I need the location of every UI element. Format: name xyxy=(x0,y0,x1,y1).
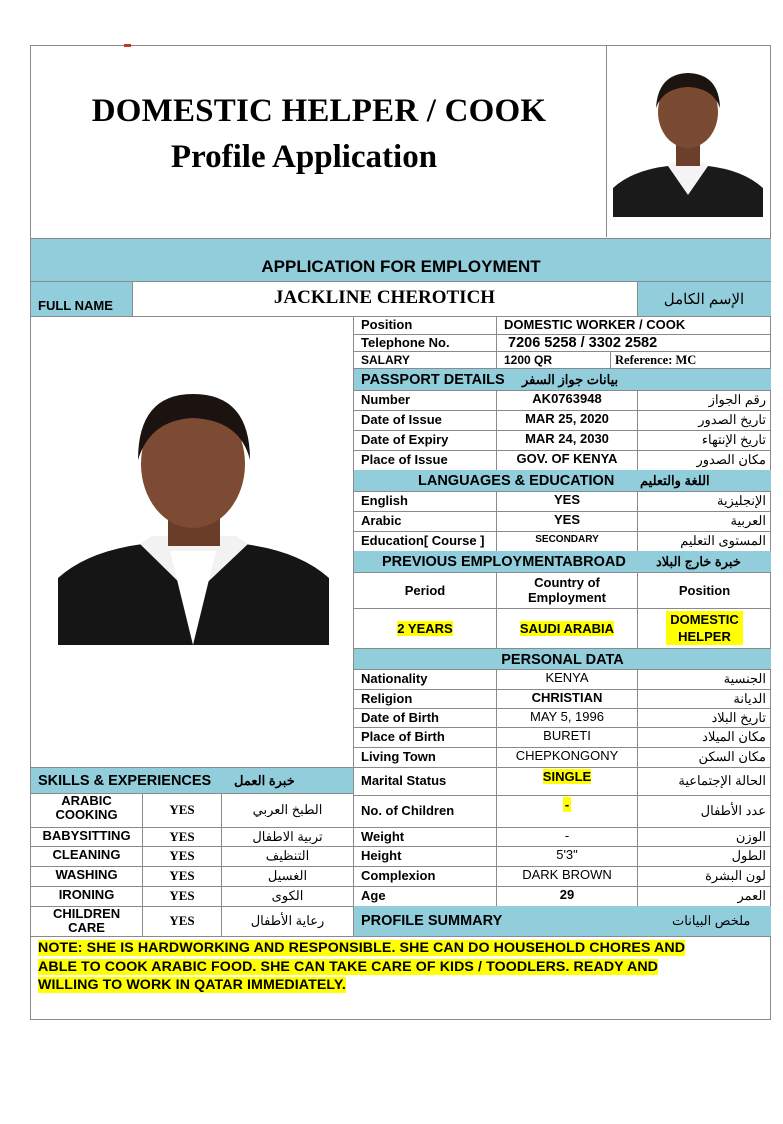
personal-row-label-ar: تاريخ البلاد xyxy=(711,709,766,725)
skills-heading-ar: خبرة العمل xyxy=(234,773,295,788)
languages-row-label-ar: المستوى التعليم xyxy=(680,533,766,548)
salary-label: SALARY xyxy=(361,353,410,367)
skill-name: BABYSITTING xyxy=(42,827,131,843)
passport-row-value: MAR 24, 2030 xyxy=(525,431,609,446)
personal-row-value: 29 xyxy=(559,887,575,902)
page-subtitle: Profile Application xyxy=(170,139,438,175)
divider xyxy=(637,511,638,531)
languages-row-label: Arabic xyxy=(361,513,402,528)
full-name-label-ar: الإسم الكامل xyxy=(663,291,745,308)
divider xyxy=(496,669,497,689)
col-country: Country of Employment xyxy=(527,575,606,605)
personal-row-value-cell xyxy=(497,768,637,786)
divider xyxy=(496,390,497,410)
applicant-photo-small xyxy=(613,70,763,217)
divider xyxy=(496,795,497,827)
skill-value: YES xyxy=(169,868,195,883)
passport-row-value: GOV. OF KENYA xyxy=(516,451,618,466)
skill-name-ar: الغسيل xyxy=(267,868,308,883)
passport-row-label: Date of Issue xyxy=(361,412,442,427)
skill-value: YES xyxy=(169,888,195,903)
divider xyxy=(496,886,497,906)
personal-row-label-ar: الحالة الإجتماعية xyxy=(678,773,766,788)
personal-row-label: Complexion xyxy=(361,868,436,883)
skill-name-ar: تربية الاطفال xyxy=(252,828,323,844)
personal-row-label: Weight xyxy=(361,828,405,844)
personal-row-label-ar: الوزن xyxy=(735,828,766,844)
divider xyxy=(637,669,638,689)
languages-heading: LANGUAGES & EDUCATION xyxy=(418,473,615,489)
languages-row-label-ar: العربية xyxy=(730,513,766,528)
personal-row-label: No. of Children xyxy=(361,803,455,818)
divider xyxy=(637,747,638,767)
divider xyxy=(496,531,497,551)
prev-position-cell xyxy=(666,611,743,645)
period-cell xyxy=(354,620,496,638)
skill-name-ar: الطبخ العربي xyxy=(252,802,323,817)
personal-row-value: CHEPKONGONY xyxy=(515,748,619,763)
col-position: Position xyxy=(678,583,731,598)
divider xyxy=(353,572,771,573)
languages-row-label-ar: الإنجليزية xyxy=(716,493,766,508)
skill-value: YES xyxy=(169,848,195,863)
summary-heading-ar: ملخص البيانات xyxy=(672,913,751,928)
personal-row-value: DARK BROWN xyxy=(522,867,612,882)
divider xyxy=(496,316,497,368)
personal-row-value: MAY 5, 1996 xyxy=(530,708,604,724)
period-value: 2 YEARS xyxy=(397,621,453,636)
note-line-1: NOTE: SHE IS HARDWORKING AND RESPONSIBLE. SHE CAN DO HOUSEHOLD CHORES AND xyxy=(38,940,686,956)
full-name-value: JACKLINE CHEROTICH xyxy=(273,287,496,308)
country-cell xyxy=(497,620,637,638)
languages-heading-ar: اللغة والتعليم xyxy=(640,473,710,488)
skill-value: YES xyxy=(169,828,195,844)
passport-heading-ar: بيانات جواز السفر xyxy=(522,372,619,387)
divider xyxy=(496,430,497,450)
passport-row-label: Place of Issue xyxy=(361,452,448,467)
personal-row-label-ar: الجنسية xyxy=(723,671,766,686)
divider xyxy=(637,531,638,551)
divider xyxy=(637,708,638,727)
personal-row-value: - xyxy=(564,797,570,812)
divider xyxy=(637,727,638,747)
divider xyxy=(610,351,611,368)
salary-value: 1200 QR xyxy=(504,353,553,367)
divider xyxy=(637,795,638,827)
personal-row-label-ar: الطول xyxy=(731,848,766,863)
col-period: Period xyxy=(404,583,446,598)
personal-row-label-ar: العمر xyxy=(737,888,766,903)
passport-row-label: Number xyxy=(361,392,411,407)
employment-banner-title: APPLICATION FOR EMPLOYMENT xyxy=(261,257,541,276)
personal-row-value: SINGLE xyxy=(542,769,592,784)
skill-name: CLEANING xyxy=(52,847,121,862)
divider xyxy=(496,450,497,470)
full-name-label: FULL NAME xyxy=(38,298,113,313)
divider xyxy=(31,767,353,768)
passport-row-value: AK0763948 xyxy=(532,391,602,406)
divider xyxy=(637,450,638,470)
personal-row-value: KENYA xyxy=(545,670,589,685)
personal-row-value-cell xyxy=(497,796,637,814)
divider xyxy=(496,827,497,846)
divider xyxy=(637,410,638,430)
prev-employment-heading: PREVIOUS EMPLOYMENTABROAD xyxy=(382,554,626,570)
personal-row-label-ar: الديانة xyxy=(733,690,766,706)
reference: Reference: MC xyxy=(615,353,697,367)
prev-employment-heading-ar: خبرة خارج البلاد xyxy=(656,554,741,569)
note-line-3: WILLING TO WORK IN QATAR IMMEDIATELY. xyxy=(38,977,346,993)
personal-row-label: Age xyxy=(361,888,386,903)
divider xyxy=(637,827,638,846)
divider xyxy=(637,390,638,410)
languages-row-value: SECONDARY xyxy=(535,534,599,545)
passport-row-value: MAR 25, 2020 xyxy=(525,411,609,426)
skills-heading: SKILLS & EXPERIENCES xyxy=(38,773,212,789)
divider xyxy=(496,727,497,747)
position-label: Position xyxy=(361,317,413,332)
personal-row-label-ar: مكان السكن xyxy=(698,749,766,764)
personal-row-label: Nationality xyxy=(361,671,428,686)
personal-row-value: CHRISTIAN xyxy=(531,689,603,705)
personal-row-value: BURETI xyxy=(543,728,591,743)
divider xyxy=(353,351,771,352)
divider xyxy=(637,886,638,906)
passport-row-label-ar: مكان الصدور xyxy=(696,452,766,467)
divider xyxy=(637,767,638,795)
note-line-2: ABLE TO COOK ARABIC FOOD. SHE CAN TAKE CARE OF KIDS / TOODLERS. READY AND xyxy=(38,958,659,975)
applicant-photo xyxy=(58,386,329,645)
skill-value: YES xyxy=(169,913,195,928)
country-value: SAUDI ARABIA xyxy=(519,621,615,636)
divider xyxy=(637,430,638,450)
divider xyxy=(132,282,133,316)
divider xyxy=(637,866,638,886)
divider xyxy=(31,936,771,937)
personal-heading: PERSONAL DATA xyxy=(501,652,624,668)
page-title: DOMESTIC HELPER / COOK xyxy=(91,93,547,129)
position-value: DOMESTIC WORKER / COOK xyxy=(504,317,686,332)
passport-row-label-ar: تاريخ الإنتهاء xyxy=(701,432,766,447)
divider xyxy=(496,689,497,708)
skill-name: WASHING xyxy=(55,867,118,882)
skill-value: YES xyxy=(169,802,195,817)
passport-row-label: Date of Expiry xyxy=(361,432,449,447)
personal-row-label-ar: عدد الأطفال xyxy=(700,803,766,818)
prev-position-value: DOMESTIC HELPER xyxy=(666,611,743,645)
skill-name-ar: التنظيف xyxy=(265,848,310,863)
skill-name-ar: الكوى xyxy=(271,888,304,903)
profile-note xyxy=(38,939,766,995)
divider xyxy=(637,846,638,866)
divider xyxy=(496,846,497,866)
personal-row-label: Place of Birth xyxy=(361,729,445,744)
telephone-value: 7206 5258 / 3302 2582 xyxy=(508,335,658,351)
divider xyxy=(496,866,497,886)
personal-row-label: Marital Status xyxy=(361,773,447,788)
passport-row-label-ar: رقم الجواز xyxy=(708,392,766,407)
skill-name: CHILDREN CARE xyxy=(53,906,121,935)
divider xyxy=(496,767,497,795)
personal-row-label: Date of Birth xyxy=(361,709,439,725)
personal-row-label-ar: مكان الميلاد xyxy=(702,729,766,744)
personal-row-value: - xyxy=(564,827,570,843)
divider xyxy=(496,491,497,511)
personal-row-label: Living Town xyxy=(361,749,436,764)
telephone-label: Telephone No. xyxy=(361,335,450,350)
passport-row-label-ar: تاريخ الصدور xyxy=(698,412,766,427)
personal-row-value: 5'3" xyxy=(556,847,578,862)
skill-name: IRONING xyxy=(58,887,115,902)
personal-row-label: Height xyxy=(361,848,402,863)
passport-heading: PASSPORT DETAILS xyxy=(361,372,505,388)
divider xyxy=(496,511,497,531)
divider xyxy=(496,708,497,727)
divider xyxy=(496,410,497,430)
skill-name-ar: رعاية الأطفال xyxy=(250,913,325,928)
skill-name: ARABIC COOKING xyxy=(55,793,118,822)
divider xyxy=(496,747,497,767)
divider xyxy=(637,689,638,708)
languages-row-label: English xyxy=(361,493,408,508)
personal-row-label: Religion xyxy=(361,690,413,706)
languages-row-label: Education[ Course ] xyxy=(361,533,485,548)
summary-heading: PROFILE SUMMARY xyxy=(361,913,503,929)
languages-row-value: YES xyxy=(553,512,580,527)
languages-row-value: YES xyxy=(553,492,580,507)
divider xyxy=(353,608,771,609)
divider xyxy=(637,491,638,511)
personal-row-label-ar: لون البشرة xyxy=(705,868,766,883)
